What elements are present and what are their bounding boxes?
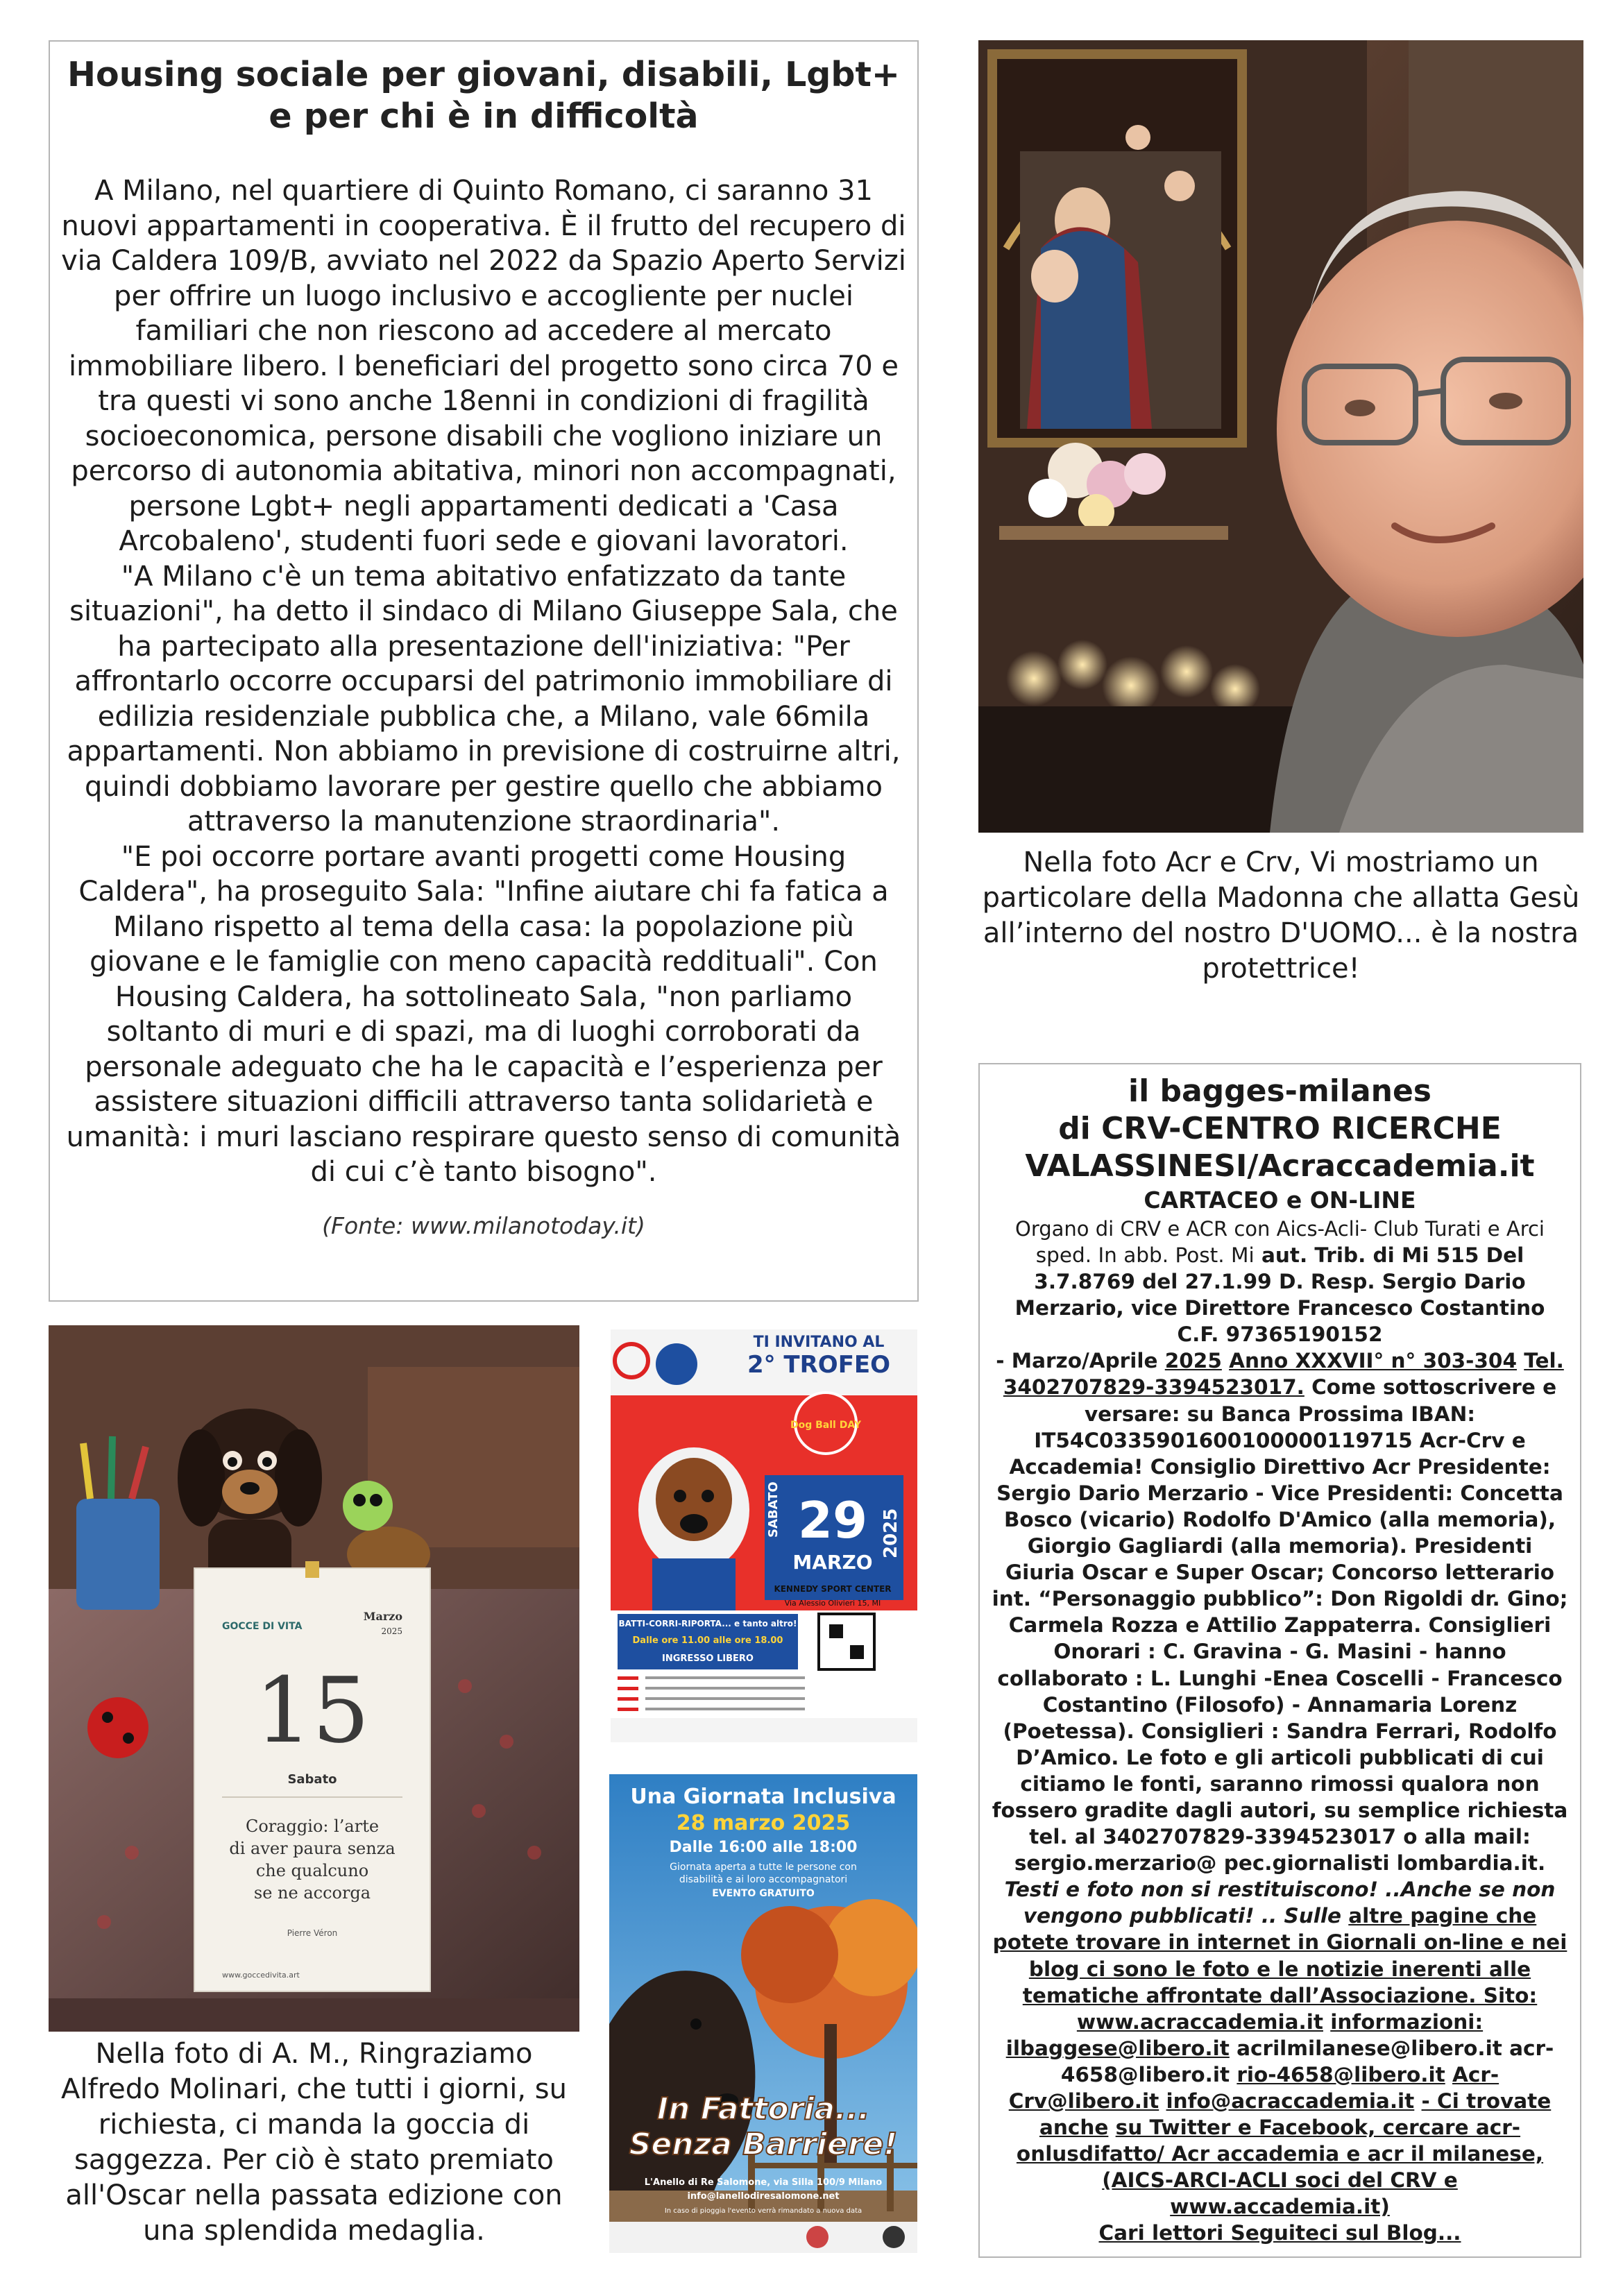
masthead-box [978,1063,1581,2258]
poster-trofeo-art [611,1329,917,1742]
cathedral-selfie-photo [978,40,1583,833]
calendar-author: Pierre Véron [287,1928,338,1938]
poster-giornata-inclusiva [609,1774,917,2253]
calendar-day-number: 15 [255,1658,370,1763]
poster-date: 28 marzo 2025 [676,1811,851,1835]
masthead-subtitle: CARTACEO e ON-LINE [1144,1187,1416,1214]
poster-weekday: SABATO [766,1481,781,1538]
email-link[interactable]: info@acraccademia.it [1166,2089,1415,2113]
poster-entry: INGRESSO LIBERO [662,1653,754,1664]
poster-time: Dalle 16:00 alle 18:00 [669,1839,858,1856]
calendar-month: Marzo [363,1610,402,1623]
masthead-info: sped. In abb. Post. Mi aut. Trib. di Mi 515 Del 3.7.8769 del 27.1.99 D. Resp. Sergio Dario Merzario, vice Direttore Francesco Costantino C.F. 97365190152 - Marzo/Aprile 2025 Anno XXXVII° n° 303-304 Tel. 3402707829-3394523017. Come sottoscrivere e versare: su Banca Prossima IBAN: IT54C0335901600100000119715 Acr-Crv e Accademia! Consiglio Direttivo Acr Presidente: Sergio Dario Merzario - Vice Presidenti: Concetta Bosco (vicario) Rodolfo D'Amico (alla memoria), Giorgio Gagliardi (alla memoria). Presidenti Giuria Oscar e Super Oscar; Concorso letterario int. “Personaggio pubblico”: Don Rigoldi dr. Gino; Carmela Rozza e Attilio Zappaterra. Consiglieri Onorari : C. Gravina - G. Masini - hanno collaborato : L. Lunghi -Enea Coscelli - Francesco Costantino (Filosofo) - Annamaria Lorenz (Poetessa). Consiglieri : Sandra Ferrari, Rodolfo D’Amico. Le foto e gli articoli pubblicati di cui citiamo le fonti, saranno rimossi qualora non fossero gradite dagli autori, su semplice richiesta tel. al 3402707829-3394523017 o alla mail: sergio.merzario@ pec.giornalisti lombardia.it. Testi e foto non si restituiscono! ..Anche se non vengono pubblicati! .. Sulle altre pagine che potete trovare in internet in Giornali on-line e nei blog ci sono le foto e le notizie inerenti alle tematiche affrontate dall’Associazione. Sito: www.acraccademia.it informazioni: ilbaggese@libero.it acrilmilanese@libero.it acr-4658@libero.it rio-4658@libero.it Acr-Crv@libero.it info@acraccademia.it - Ci trovate anche su Twitter e Facebook, cercare acr-onlusdifatto/ Acr accademia e acr il milanese, (AICS-ARCI-ACLI soci del CRV e www.accademia.it) Cari lettori Seguiteci sul Blog... [992,1243,1568,2245]
article-paragraph: "E poi occorre portare avanti progetti come Housing Caldera", ha proseguito Sala: "Infine aiutare chi fa fatica a Milano rispetto al tema della casa: la popolazione più giovane e le famiglie con meno capacità reddituali". Con Housing Caldera, ha sottolineato Sala, "non parliamo soltanto di muri e di spazi, ma di luoghi corroborati da personale adeguato che ha le capacità e l’esperienza per assistere situazioni difficili attraverso tanta solidarietà e umanità: i muri lasciano respirare questo senso di comunità di cui c’è tanto bisogno". [66,840,901,1188]
poster-title: Una Giornata Inclusiva [630,1785,897,1809]
email-link[interactable]: ilbaggese@libero.it [1005,2036,1230,2060]
calendar-year: 2025 [381,1626,402,1636]
masthead-title-line2: di CRV-CENTRO RICERCHE [1058,1111,1502,1146]
poster-month: MARZO [792,1551,873,1574]
calendar-quote-line: di aver paura senza [229,1839,396,1858]
email-link[interactable]: rio-4658@libero.it [1237,2062,1445,2086]
online-pages-link[interactable]: altre pagine che potete trovare in internet in Giornali on-line e nei blog ci sono le foto e le notizie inerenti alle tematiche affrontate dall’Associazione. Sito: www.acraccademia.it [992,1904,1567,2034]
poster-slogan: BATTI-CORRI-RIPORTA... e tanto altro! [618,1619,797,1629]
poster-headline: Senza Barriere! [629,2127,898,2162]
blog-link[interactable]: Cari lettori Seguiteci sul Blog... [1098,2221,1461,2245]
article-body [60,173,908,1190]
masthead-title: il bagges-milanes [1128,1073,1431,1109]
calendar-photo [49,1325,579,2032]
email-link[interactable]: Acr-Crv@libero.it [1008,2062,1499,2113]
poster-note: In caso di pioggia l'evento verrà rimandato a nuova data [664,2207,863,2215]
masthead-organ: Organo di CRV e ACR con Aics-Acli- Club Turati e Arci [1015,1217,1545,1241]
calendar-quote-line: se ne accorga [253,1883,371,1903]
calendar-brand: GOCCE DI VITA [222,1621,303,1632]
poster-headline: In Fattoria... [656,2091,870,2127]
selfie-caption: Nella foto Acr e Crv, Vi mostriamo un particolare della Madonna che allatta Gesù all’interno del nostro D'UOMO... è la nostra protettrice! [982,847,1580,985]
poster-venue: KENNEDY SPORT CENTER [774,1584,892,1594]
article-paragraph: A Milano, nel quartiere di Quinto Romano, ci saranno 31 nuovi appartamenti in cooperativa. È il frutto del recupero di via Caldera 109/B, avviato nel 2022 da Spazio Aperto Servizi per offrire un luogo inclusivo e accogliente per nuclei familiari che non riescono ad accedere al mercato immobiliare libero. I beneficiari del progetto sono circa 70 e tra questi vi sono anche 18enni in condizioni di fragilità socioeconomica, persone disabili che vogliono iniziare un percorso di autonomia abitativa, minori non accompagnati, persone Lgbt+ negli appartamenti dedicati a 'Casa Arcobaleno', studenti fuori sede e giovani lavoratori. [61,175,906,557]
selfie-illustration [978,40,1583,833]
poster-dog-ball-day [611,1329,917,1742]
article-box [49,40,919,1302]
article-title: Housing sociale per giovani, disabili, Lgbt+ e per chi è in difficoltà [67,55,900,136]
issue-number: Anno XXXVII° n° 303-304 [1229,1349,1517,1373]
masthead-title-line3: VALASSINESI/Acraccademia.it [1025,1148,1535,1184]
poster-invite-line: 2° TROFEO [747,1351,891,1379]
issue-year: 2025 [1164,1349,1222,1373]
poster-free: EVENTO GRATUITO [712,1888,815,1899]
poster-year: 2025 [881,1508,901,1558]
article-paragraph: "A Milano c'è un tema abitativo enfatizzato da tante situazioni", ha detto il sindaco di Milano Giuseppe Sala, che ha partecipato alla presentazione dell'iniziativa: "Per affrontarlo occorre occuparsi del patrimonio immobiliare di edilizia residenziale pubblica che, a Milano, vale 66mila appartamenti. Non abbiamo in previsione di costruirne altri, quindi dobbiamo lavorare per gestire quello che abbiamo attraverso la manutenzione straordinaria". [67,560,901,837]
poster-hours: Dalle ore 11.00 alle ore 18.00 [632,1635,783,1646]
poster-desc: Giornata aperta a tutte le persone con [670,1862,857,1873]
calendar-caption: Nella foto di A. M., Ringraziamo Alfredo Molinari, che tutti i giorni, su richiesta, ci manda la goccia di saggezza. Per ciò è stato premiato all'Oscar nella passata edizione con una splendida medaglia. [61,2038,567,2247]
poster-email: info@lanellodiresalomone.net [687,2191,840,2202]
calendar-quote-line: Coraggio: l’arte [245,1817,380,1836]
calendar-site: www.goccedivita.art [222,1971,300,1980]
poster-desc: disabilità e ai loro accompagnatori [679,1874,848,1885]
poster-day: 29 [797,1491,868,1549]
poster-invite-line: TI INVITANO AL [753,1334,885,1351]
calendar-illustration [49,1325,579,2032]
social-link[interactable]: su Twitter e Facebook, cercare acr-onlusdifatto/ Acr accademia e acr il milanese, (AICS-ARCI-ACLI soci del CRV e www.accademia.it) [1016,2116,1544,2219]
calendar-weekday: Sabato [287,1772,337,1787]
poster-event-name: Dog Ball DAY [790,1420,861,1431]
phone-numbers: Tel. 3402707829-3394523017. [1003,1349,1564,1400]
poster-place: L'Anello di Re Salomone, via Silla 100/9 Milano [644,2177,883,2188]
calendar-quote-line: che qualcuno [255,1861,369,1880]
poster-inclusiva-art [609,1774,917,2253]
poster-address: Via Alessio Olivieri 15, MI [784,1599,881,1608]
email-link[interactable]: acrilmilanese@libero.it acr-4658@libero.it [1060,2036,1554,2086]
article-source: (Fonte: www.milanotoday.it) [322,1211,645,1239]
